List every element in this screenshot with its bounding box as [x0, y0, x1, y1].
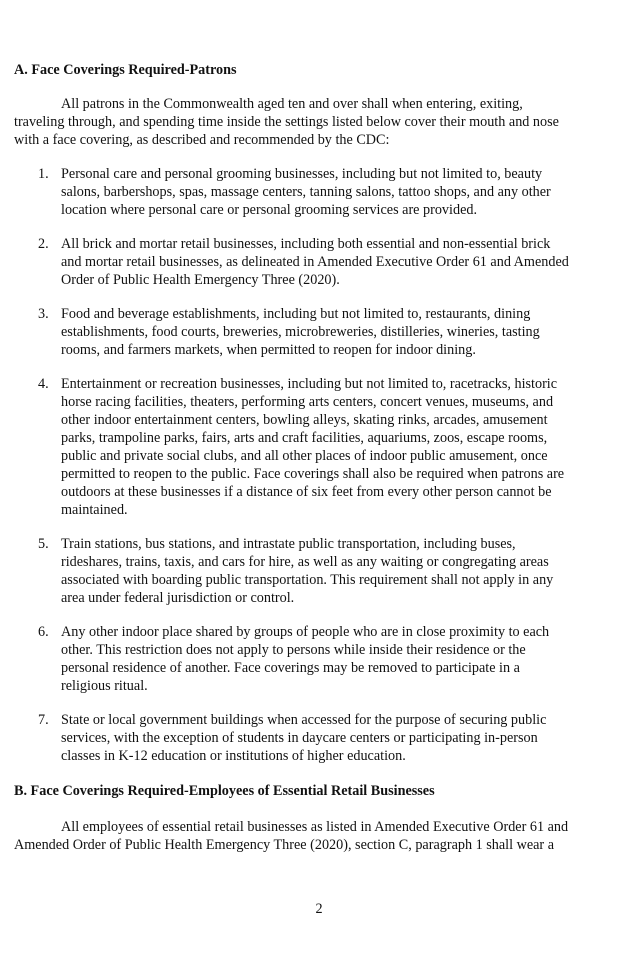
text-line: classes in K-12 education or institutions of higher education.	[61, 748, 406, 764]
section-b-heading: B. Face Coverings Required-Employees of Essential Retail Businesses	[14, 783, 435, 799]
list-item-number: 7.	[38, 712, 49, 728]
text-line: religious ritual.	[61, 678, 148, 694]
text-line: traveling through, and spending time inside the settings listed below cover their mouth and nose	[14, 114, 559, 130]
text-line: personal residence of another. Face coverings may be removed to participate in a	[61, 660, 520, 676]
list-item-number: 2.	[38, 236, 49, 252]
list-item-text	[61, 535, 631, 607]
section-a-intro	[14, 95, 620, 149]
text-line: public and private social clubs, and all other places of indoor public amusement, once	[61, 448, 548, 464]
text-line: other indoor entertainment centers, bowling alleys, skating rinks, arcades, amusement	[61, 412, 548, 428]
text-line: and mortar retail businesses, as delineated in Amended Executive Order 61 and Amended	[61, 254, 569, 270]
text-line: maintained.	[61, 502, 128, 518]
text-line: other. This restriction does not apply to persons while inside their residence or the	[61, 642, 526, 658]
text-line: rideshares, trains, taxis, and cars for hire, as well as any waiting or congregating areas	[61, 554, 549, 570]
text-line: parks, trampoline parks, fairs, arts and craft facilities, aquariums, zoos, escape rooms,	[61, 430, 548, 446]
text-line: outdoors at these businesses if a distance of six feet from every other person cannot be	[61, 484, 552, 500]
page-number: 2	[315, 901, 323, 917]
text-line: salons, barbershops, spas, massage centers, tanning salons, tattoo shops, and any other	[61, 184, 551, 200]
text-line: Amended Order of Public Health Emergency Three (2020), section C, paragraph 1 shall wear a	[14, 837, 554, 853]
text-line: Personal care and personal grooming businesses, including but not limited to, beauty	[61, 166, 543, 182]
section-b-intro	[14, 818, 620, 854]
list-item-text	[61, 235, 631, 289]
text-line: All brick and mortar retail businesses, including both essential and non-essential brick	[61, 236, 551, 252]
text-line: Entertainment or recreation businesses, including but not limited to, racetracks, historic	[61, 376, 558, 392]
text-line: area under federal jurisdiction or control.	[61, 590, 295, 606]
text-line: establishments, food courts, breweries, microbreweries, distilleries, wineries, tasting	[61, 324, 540, 340]
list-item-number: 3.	[38, 306, 49, 322]
list-item-text	[61, 165, 631, 219]
list-item-number: 4.	[38, 376, 49, 392]
text-line: with a face covering, as described and recommended by the CDC:	[14, 132, 390, 148]
text-line: Any other indoor place shared by groups of people who are in close proximity to each	[61, 624, 550, 640]
text-line: associated with boarding public transportation. This requirement shall not apply in any	[61, 572, 554, 588]
list-item-text	[61, 305, 631, 359]
list-item-number: 5.	[38, 536, 49, 552]
text-line: permitted to reopen to the public. Face coverings shall also be required when patrons are	[61, 466, 565, 482]
text-line: horse racing facilities, theaters, performing arts centers, concert venues, museums, and	[61, 394, 554, 410]
section-a-heading: A. Face Coverings Required-Patrons	[14, 62, 237, 78]
text-line: Train stations, bus stations, and intrastate public transportation, including buses,	[61, 536, 516, 552]
text-line: All patrons in the Commonwealth aged ten and over shall when entering, exiting,	[61, 96, 523, 112]
list-item-text	[61, 375, 631, 519]
text-line: All employees of essential retail businesses as listed in Amended Executive Order 61 and	[61, 819, 569, 835]
text-line: rooms, and farmers markets, when permitted to reopen for indoor dining.	[61, 342, 476, 358]
text-line: services, with the exception of students in daycare centers or participating in-person	[61, 730, 538, 746]
text-line: location where personal care or personal grooming services are provided.	[61, 202, 478, 218]
list-item-text	[61, 623, 631, 695]
text-line: State or local government buildings when accessed for the purpose of securing public	[61, 712, 547, 728]
text-line: Order of Public Health Emergency Three (2020).	[61, 272, 340, 288]
list-item-number: 1.	[38, 166, 49, 182]
text-line: Food and beverage establishments, including but not limited to, restaurants, dining	[61, 306, 531, 322]
list-item-number: 6.	[38, 624, 49, 640]
list-item-text	[61, 711, 631, 765]
